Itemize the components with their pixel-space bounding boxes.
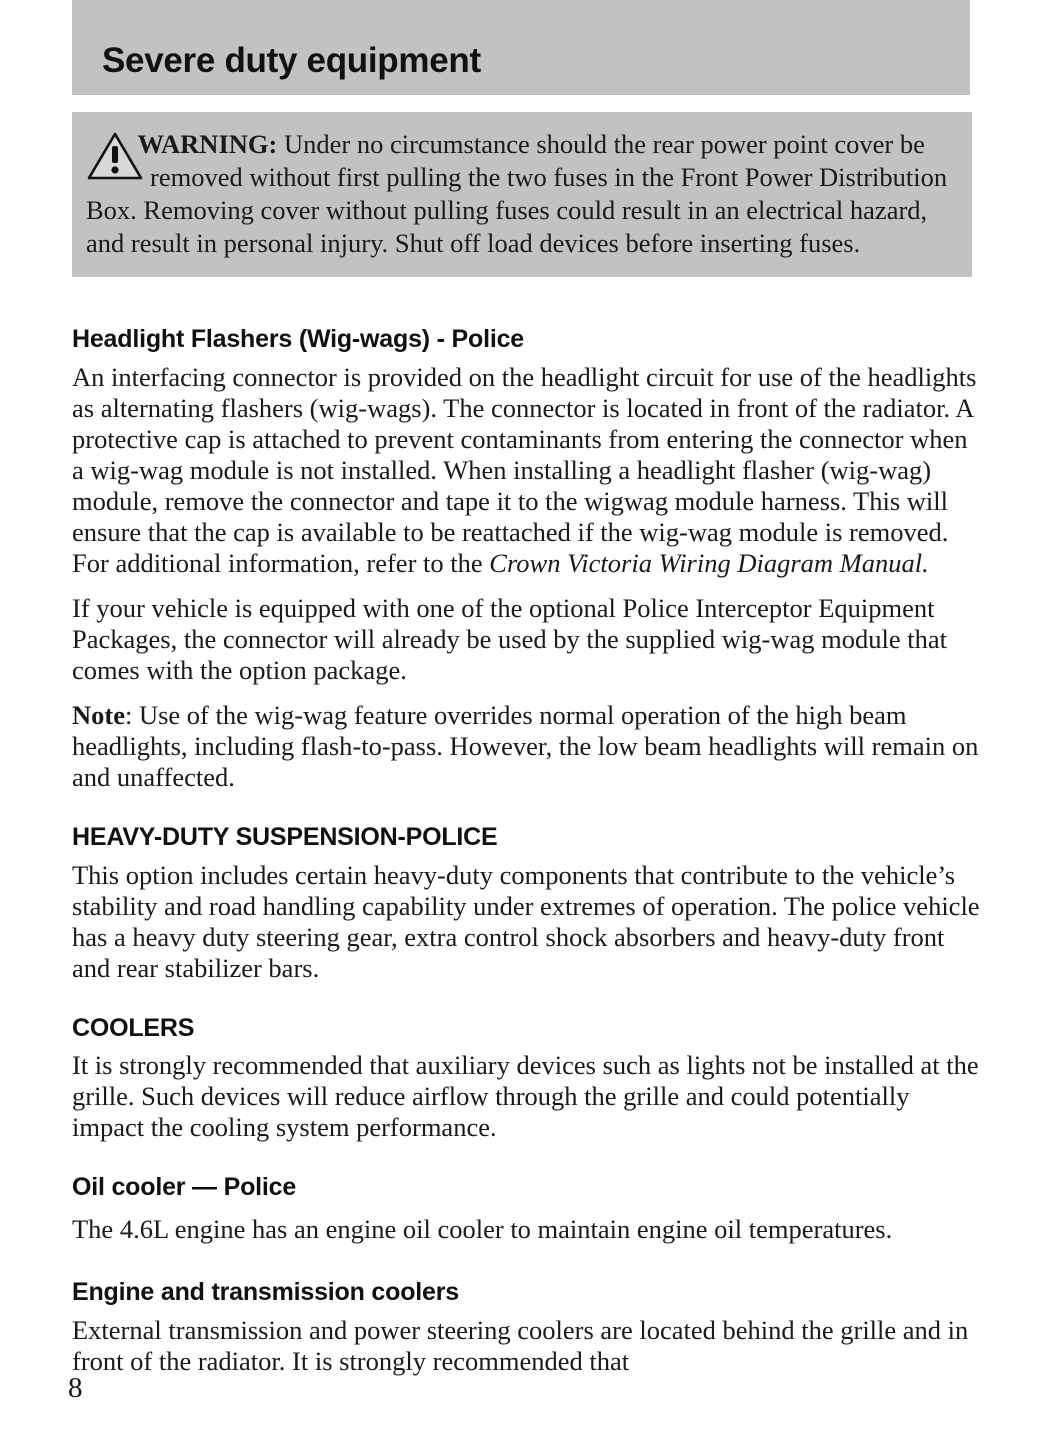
heading-coolers: COOLERS [72,1013,195,1042]
paragraph-headlight-flashers-note [72,700,984,793]
warning-text-block [86,128,958,259]
paragraph-headlight-flashers-1 [72,362,984,579]
warning-label: WARNING: [137,129,278,159]
heading-engine-transmission-coolers: Engine and transmission coolers [72,1278,459,1307]
page-title: Severe duty equipment [102,41,481,80]
heading-heavy-duty-suspension: HEAVY-DUTY SUSPENSION-POLICE [72,822,498,851]
page-content [72,325,984,1391]
manual-reference-title: Crown Victoria Wiring Diagram Manual. [489,547,929,578]
note-text: : Use of the wig-wag feature overrides normal operation of the high beam headlights, including flash-to-pass. However, the low beam headlights will remain on and unaffected. [72,699,979,792]
page-number: 8 [68,1372,83,1404]
warning-callout-box [72,112,972,277]
paragraph-coolers: It is strongly recommended that auxiliary devices such as lights not be installed at the grille. Such devices will reduce airflow through the grille and could potentially impact the cooling system performance. [72,1050,979,1143]
heading-oil-cooler: Oil cooler — Police [72,1173,297,1202]
warning-body: Under no circumstance should the rear power point cover be removed without first pulling the two fuses in the Front Power Distribution Box. Removing cover without pulling fuses could result in an electrical hazard, and result in personal injury. Shut off load devices before inserting fuses. [86,129,948,258]
paragraph-oil-cooler: The 4.6L engine has an engine oil cooler to maintain engine oil temperatures. [72,1214,893,1244]
heading-headlight-flashers: Headlight Flashers (Wig-wags) - Police [72,325,524,353]
paragraph-engine-transmission-coolers: External transmission and power steering coolers are located behind the grille and in front of the radiator. It is strongly recommended that [72,1315,969,1377]
paragraph-headlight-flashers-2: If your vehicle is equipped with one of the optional Police Interceptor Equipment Packages, the connector will already be used by the supplied wig-wag module that comes with the option package. [72,592,947,685]
note-label: Note [72,699,125,730]
warning-triangle-icon [86,130,144,182]
page-header-banner [72,0,970,95]
paragraph-heavy-duty-suspension: This option includes certain heavy-duty components that contribute to the vehicle’s stability and road handling capability under extremes of operation. The police vehicle has a heavy duty steering gear, extra control shock absorbers and heavy-duty front and rear stabilizer bars. [72,859,980,983]
paragraph-text: An interfacing connector is provided on the headlight circuit for use of the headlights as alternating flashers (wig-wags). The connector is located in front of the radiator. A protective cap is attached to prevent contaminants from entering the connector when a wig-wag module is not installed. When installing a headlight flasher (wig-wag) module, remove the connector and tape it to the wigwag module harness. This will ensure that the cap is available to be reattached if the wig-wag module is removed. For additional information, refer to the [72,361,977,578]
